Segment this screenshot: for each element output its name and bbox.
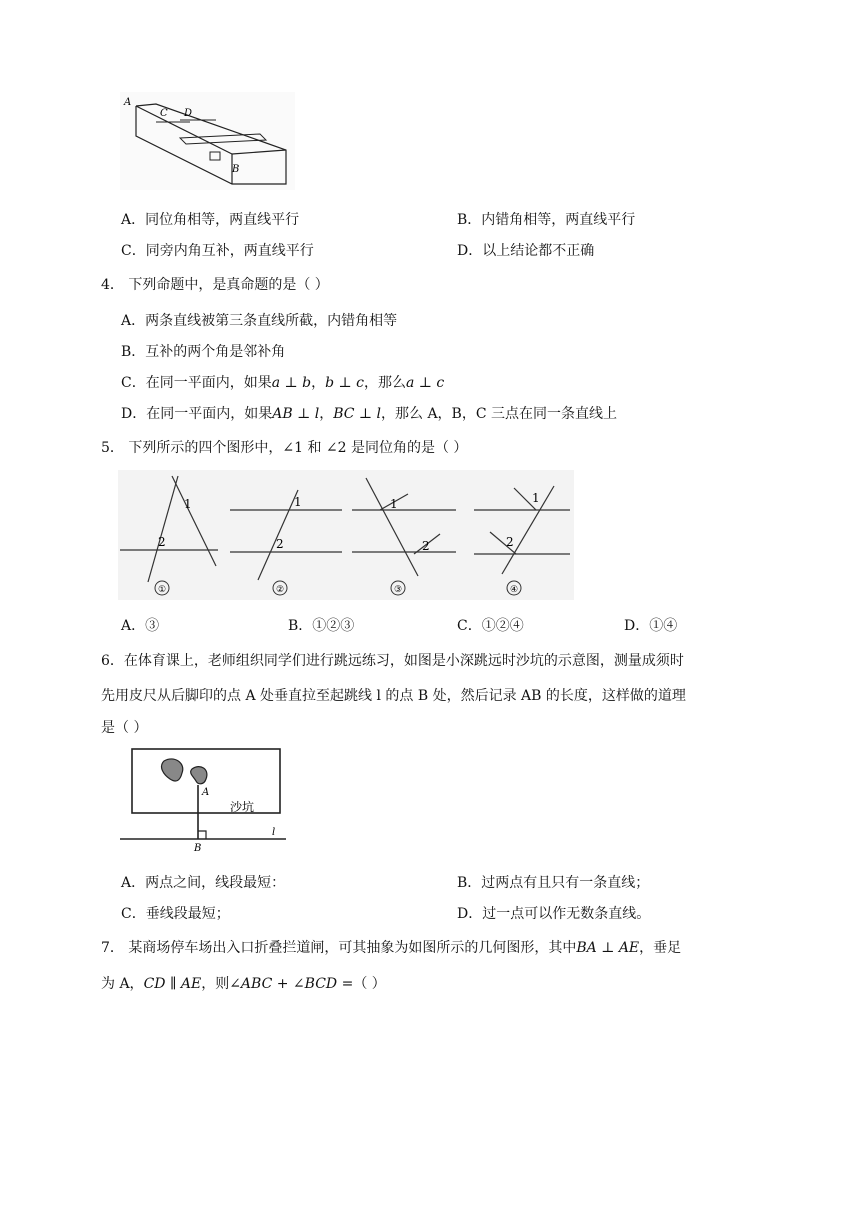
q5-option-b: B．①②③ — [288, 618, 355, 634]
q6-label-a: A — [202, 787, 210, 798]
q5-four-figures — [118, 470, 574, 600]
q5-fig1-angle2: 2 — [158, 535, 166, 549]
q3-label-b: B — [232, 164, 240, 175]
q7-stem-line2: 为 A，CD ∥ AE，则∠ABC + ∠BCD =（ ） — [101, 976, 386, 992]
q4-option-a: A．两条直线被第三条直线所截，内错角相等 — [121, 313, 398, 329]
q6-option-b: B．过两点有且只有一条直线； — [457, 875, 650, 891]
q5-option-a: A．③ — [121, 618, 160, 634]
q5-option-c: C．①②④ — [457, 618, 524, 634]
q6-stem-line2: 先用皮尺从后脚印的点 A 处垂直拉至起跳线 l 的点 B 处，然后记录 AB 的长度，这样做的道理 — [101, 688, 686, 704]
q5-stem: 5． 下列所示的四个图形中，∠1 和 ∠2 是同位角的是（ ） — [101, 440, 468, 456]
q5-fig4-angle2: 2 — [506, 535, 514, 549]
q6-stem-line3: 是（ ） — [101, 720, 148, 736]
q3-label-a: A — [124, 97, 132, 108]
q4-option-c: C．在同一平面内，如果a ⊥ b，b ⊥ c，那么a ⊥ c — [121, 375, 445, 391]
q3-option-a: A．同位角相等，两直线平行 — [121, 212, 300, 228]
q3-box-figure — [120, 92, 295, 190]
q3-option-c: C．同旁内角互补，两直线平行 — [121, 243, 314, 259]
q4-option-b: B．互补的两个角是邻补角 — [121, 344, 286, 360]
q5-option-d: D．①④ — [624, 618, 678, 634]
q6-label-l: l — [272, 827, 276, 838]
q6-option-d: D．过一点可以作无数条直线。 — [457, 906, 651, 922]
q3-label-c: C — [160, 108, 168, 119]
q5-fig2-angle1: 1 — [294, 495, 302, 509]
q5-fig1-angle1: 1 — [184, 497, 192, 511]
q5-fig2-number: ② — [276, 585, 285, 595]
q6-option-c: C．垂线段最短； — [121, 906, 230, 922]
q3-option-b: B．内错角相等，两直线平行 — [457, 212, 636, 228]
q5-fig3-number: ③ — [394, 585, 403, 595]
q5-fig4-number: ④ — [510, 585, 519, 595]
q6-sand-pit-figure — [118, 745, 288, 853]
q6-stem-line1: 6．在体育课上，老师组织同学们进行跳远练习，如图是小深跳远时沙坑的示意图，测量成须时 — [101, 653, 684, 669]
q4-stem: 4． 下列命题中，是真命题的是（ ） — [101, 277, 329, 293]
q5-fig3-angle1: 1 — [390, 497, 398, 511]
q5-fig2-angle2: 2 — [276, 537, 284, 551]
q6-label-b: B — [194, 843, 202, 853]
q5-fig3-angle2: 2 — [422, 539, 430, 553]
q7-stem-line1: 7． 某商场停车场出入口折叠拦道闸，可其抽象为如图所示的几何图形，其中BA ⊥ AE，垂足 — [101, 940, 682, 956]
q4-option-d: D．在同一平面内，如果AB ⊥ l，BC ⊥ l，那么 A，B，C 三点在同一条直线上 — [121, 406, 618, 422]
q6-option-a: A．两点之间，线段最短： — [121, 875, 286, 891]
q3-label-d: D — [184, 108, 193, 119]
q5-fig1-number: ① — [158, 585, 167, 595]
q5-fig4-angle1: 1 — [532, 491, 540, 505]
q6-label-pit: 沙坑 — [230, 800, 255, 814]
q3-option-d: D．以上结论都不正确 — [457, 243, 595, 259]
